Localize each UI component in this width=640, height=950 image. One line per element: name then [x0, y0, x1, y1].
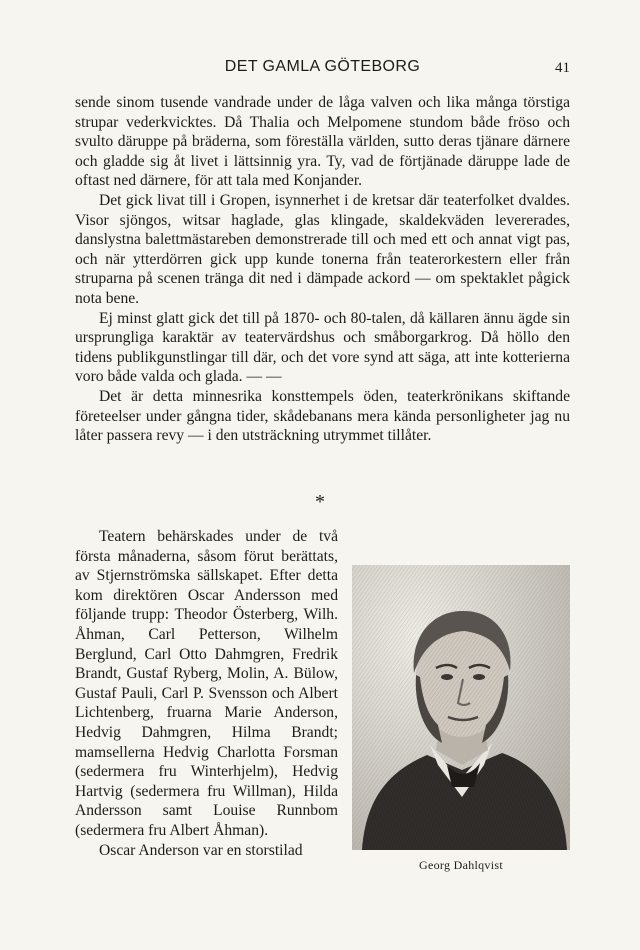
paragraph: sende sinom tusende vandrade under de låga valven och lika många törstiga strupar vederkvicktes. Då Thalia och Melpomene stundom både fröso och svulto däruppe på bräderna, som föreställa världen, sutto deras tjänare därnere och gladde sig åt livet i lättsinnig yra. Ty, vad de förtjänade däruppe lade de oftast ned därnere, för att tala med Konjander.: [75, 94, 570, 190]
paragraph: Det gick livat till i Gropen, isynnerhet i de kretsar där teaterfolket dvaldes. Visor sjöngos, witsar haglade, glas klingade, skaldekväden levererades, danslystna balettmästareben demonstrerade till och med ett och annat vigt pas, och när ytterdörren gick upp kunde tonerna från teaterorkestern eller från struparna på scenen tränga dit ned i dämpade ackord — om spektaklet pågick nota bene.: [75, 191, 570, 307]
paragraph: Oscar Anderson var en storstilad: [99, 841, 303, 859]
paragraph: Teatern behärskades under de två första månaderna, såsom förut berättats, av Stjernströmska sällskapet. Efter detta kom direktören Oscar Andersson med följande trupp: Theodor Österberg, Wilh. Åhman, Carl Petterson, Wilhelm Berglund, Carl Otto Dahmgren, Fredrik Brandt, Gustaf Ryberg, Molin, A. Bülow, Gustaf Pauli, Carl P. Svensson och Albert Lichtenberg, fruarna Marie Anderson, Hedvig Dahmgren, Hilma Brandt; mamsellerna Hedvig Charlotta Forsman (sedermera fru Winterhjelm), Hedvig Hartvig (sedermera fru Willman), Hilda Andersson samt Louise Runnbom (sedermera fru Albert Åhman).: [75, 528, 338, 839]
page-header: [75, 58, 570, 82]
portrait-engraving: [352, 565, 570, 850]
section-separator: *: [315, 491, 325, 513]
portrait-figure: [352, 565, 570, 876]
portrait-caption: Georg Dahlqvist: [419, 858, 503, 872]
paragraph: Ej minst glatt gick det till på 1870- och 80-talen, då källaren ännu ägde sin ursprungliga karaktär av teatervärdshus och småborgarkrog. Då höllo den tidens publikgunstlingar till där, och det vore synd att säga, att inte kotterierna voro både valda och glada. — —: [75, 309, 570, 386]
lower-text: [75, 527, 570, 876]
running-title: DET GAMLA GÖTEBORG: [224, 58, 421, 75]
paragraph: Det är detta minnesrika konsttempels öden, teaterkrönikans skiftande företeelser under gångna tider, skådebanans mera kända personligheter jag nu låter passera revy — i den utsträckning utrymmet tillåter.: [75, 387, 570, 445]
page-number: 41: [555, 60, 570, 76]
body-text: [75, 93, 570, 446]
